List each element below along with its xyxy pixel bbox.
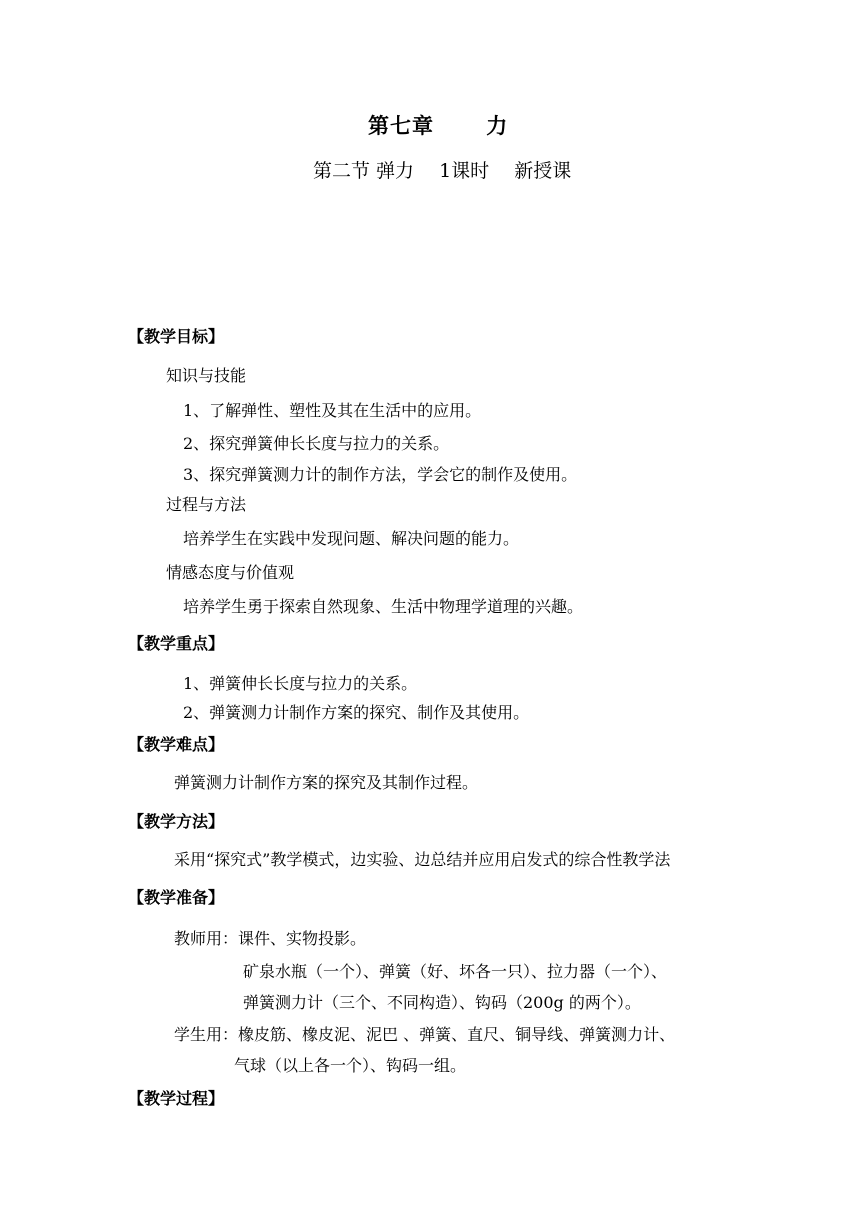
methods-heading: 【教学方法】 xyxy=(128,812,225,831)
process-heading: 【教学过程】 xyxy=(128,1089,225,1108)
teacher-materials-line: 矿泉水瓶（一个）、弹簧（好、坏各一只）、拉力器（一个）、 xyxy=(243,962,668,981)
key-point-item: 1、弹簧伸长长度与拉力的关系。 xyxy=(183,674,418,693)
lesson-subtitle: 第二节 弹力 1课时 新授课 xyxy=(313,160,572,182)
emotion-text: 培养学生勇于探索自然现象、生活中物理学道理的兴趣。 xyxy=(183,597,584,616)
student-materials-line: 气球（以上各一个）、钩码一组。 xyxy=(234,1056,467,1075)
chapter-title: 第七章 力 xyxy=(368,113,509,138)
objectives-heading: 【教学目标】 xyxy=(128,327,225,346)
difficulties-text: 弹簧测力计制作方案的探究及其制作过程。 xyxy=(174,773,479,792)
key-point-item: 2、弹簧测力计制作方案的探究、制作及其使用。 xyxy=(183,703,530,722)
preparation-heading: 【教学准备】 xyxy=(128,888,225,907)
knowledge-heading: 知识与技能 xyxy=(166,366,247,385)
knowledge-item: 1、了解弹性、塑性及其在生活中的应用。 xyxy=(183,401,482,420)
student-materials-line: 学生用：橡皮筋、橡皮泥、泥巴 、弹簧、直尺、铜导线、弹簧测力计、 xyxy=(174,1025,676,1044)
knowledge-item: 3、探究弹簧测力计的制作方法，学会它的制作及使用。 xyxy=(183,465,578,484)
process-method-text: 培养学生在实践中发现问题、解决问题的能力。 xyxy=(183,529,520,548)
knowledge-item: 2、探究弹簧伸长长度与拉力的关系。 xyxy=(183,434,450,453)
methods-text: 采用“探究式”教学模式，边实验、边总结并应用启发式的综合性教学法 xyxy=(174,850,671,869)
teacher-materials-line: 弹簧测力计（三个、不同构造）、钩码（200g 的两个）。 xyxy=(243,993,641,1012)
process-method-heading: 过程与方法 xyxy=(166,495,247,514)
key-points-heading: 【教学重点】 xyxy=(128,634,225,653)
teacher-materials-line: 教师用：课件、实物投影。 xyxy=(174,929,367,948)
emotion-heading: 情感态度与价值观 xyxy=(166,563,295,582)
difficulties-heading: 【教学难点】 xyxy=(128,735,225,754)
